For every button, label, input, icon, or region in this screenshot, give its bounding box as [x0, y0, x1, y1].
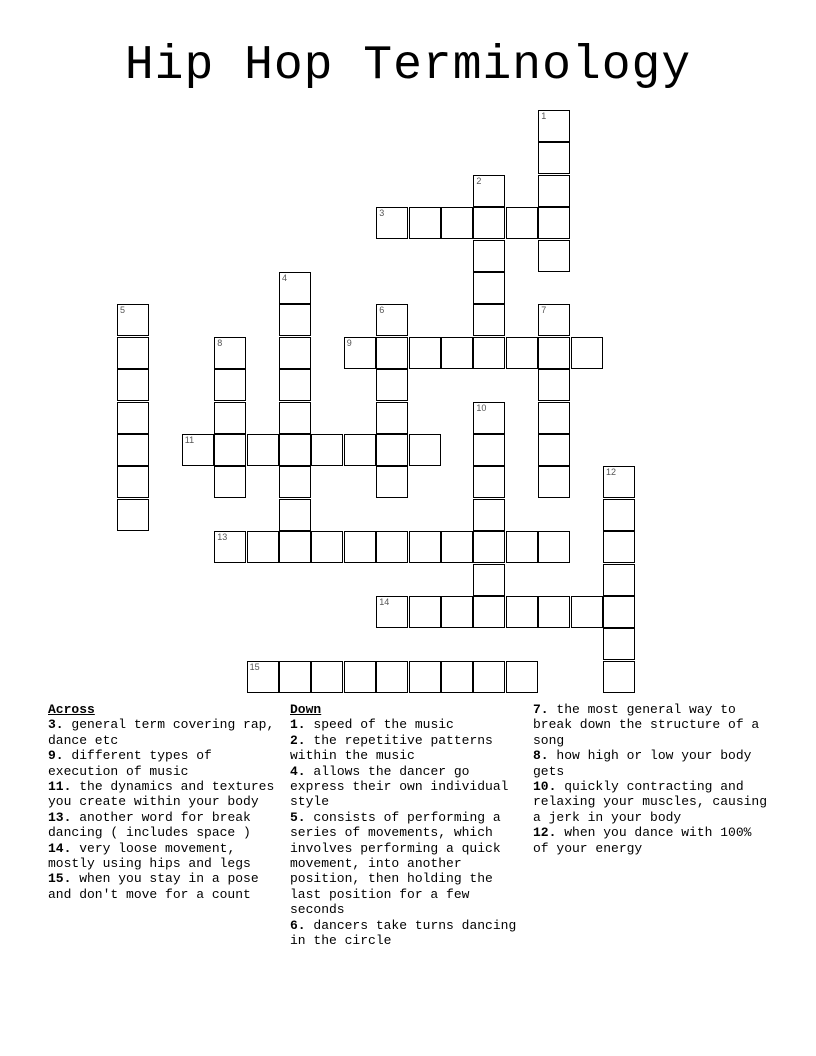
grid-cell[interactable] [117, 304, 149, 336]
clue-number: 2 [476, 175, 482, 186]
clue-text: allows the dancer go express their own individual style [290, 763, 509, 810]
grid-cell[interactable] [409, 531, 441, 563]
grid-cell[interactable] [538, 434, 570, 466]
clue-number: 8 [217, 337, 223, 348]
clue-num: 15. [48, 871, 72, 887]
grid-cell[interactable] [409, 596, 441, 628]
down-clues-continued [533, 702, 773, 856]
grid-cell[interactable] [603, 628, 635, 660]
grid-cell[interactable] [538, 110, 570, 142]
clue-num: 9. [48, 748, 64, 764]
grid-cell[interactable] [603, 499, 635, 531]
grid-cell[interactable] [473, 596, 505, 628]
grid-cell[interactable] [311, 661, 343, 693]
grid-cell[interactable] [473, 175, 505, 207]
grid-cell[interactable] [376, 207, 408, 239]
grid-cell[interactable] [473, 466, 505, 498]
grid-cell[interactable] [538, 466, 570, 498]
grid-cell[interactable] [247, 661, 279, 693]
clue-number: 14 [379, 597, 390, 607]
grid-cell[interactable] [376, 304, 408, 336]
grid-cell[interactable] [344, 531, 376, 563]
grid-cell[interactable] [538, 175, 570, 207]
grid-cell[interactable] [214, 337, 246, 369]
across-clue [48, 871, 280, 902]
grid-cell[interactable] [473, 304, 505, 336]
down-clue [290, 918, 522, 949]
grid-cell[interactable] [473, 531, 505, 563]
across-heading: Across [48, 702, 95, 717]
clue-number: 13 [217, 532, 228, 543]
puzzle-title: Hip Hop Terminology [124, 39, 692, 93]
grid-cell[interactable] [182, 434, 214, 466]
clue-number: 1 [541, 111, 547, 121]
grid-cell[interactable] [311, 531, 343, 563]
grid-cell[interactable] [279, 402, 311, 434]
grid-cell[interactable] [473, 499, 505, 531]
across-clues [48, 702, 280, 902]
across-clue [48, 779, 280, 810]
clue-number: 9 [346, 337, 352, 348]
clue-number: 11 [184, 435, 195, 445]
clue-text: quickly contracting and relaxing your muscles, causing a jerk in your body [533, 779, 768, 825]
grid-cell[interactable] [214, 369, 246, 401]
grid-cell[interactable] [473, 272, 505, 304]
clue-num: 2. [290, 732, 306, 748]
grid-cell[interactable] [473, 661, 505, 693]
grid-cell[interactable] [603, 564, 635, 596]
clue-number: 7 [541, 305, 547, 316]
grid-cell[interactable] [603, 596, 635, 628]
grid-cell[interactable] [571, 337, 603, 369]
grid-cell[interactable] [506, 661, 538, 693]
down-clue [290, 717, 522, 732]
grid-cell[interactable] [538, 240, 570, 272]
clue-num: 13. [48, 809, 72, 825]
clue-text: how high or low your body gets [533, 748, 752, 779]
grid-cell[interactable] [376, 596, 408, 628]
grid-cell[interactable] [538, 402, 570, 434]
clue-number: 10 [476, 402, 487, 413]
clue-number: 15 [249, 661, 260, 672]
down-clue [533, 825, 773, 856]
clue-text: very loose movement, mostly using hips and legs [48, 840, 251, 872]
grid-cell[interactable] [409, 337, 441, 369]
clue-num: 11. [48, 779, 72, 795]
grid-cell[interactable] [344, 337, 376, 369]
clue-num: 12. [533, 825, 557, 841]
grid-cell[interactable] [376, 402, 408, 434]
clue-num: 4. [290, 763, 306, 779]
grid-cell[interactable] [603, 466, 635, 498]
grid-cell[interactable] [376, 531, 408, 563]
grid-cell[interactable] [441, 207, 473, 239]
grid-cell[interactable] [376, 337, 408, 369]
clue-num: 10. [533, 779, 557, 795]
clue-number: 5 [120, 305, 126, 316]
grid-cell[interactable] [279, 434, 311, 466]
grid-cell[interactable] [311, 434, 343, 466]
clue-number: 12 [606, 467, 617, 478]
clue-text: another word for break dancing ( includes space ) [48, 809, 251, 841]
grid-cell[interactable] [247, 531, 279, 563]
across-clue [48, 841, 280, 872]
grid-cell[interactable] [473, 564, 505, 596]
clue-text: when you dance with 100% of your energy [533, 825, 752, 856]
grid-cell[interactable] [571, 596, 603, 628]
across-clue [48, 810, 280, 841]
grid-cell[interactable] [279, 337, 311, 369]
down-clue [290, 733, 522, 764]
clue-num: 3. [48, 717, 64, 733]
down-clue [290, 764, 522, 810]
grid-cell[interactable] [506, 531, 538, 563]
grid-cell[interactable] [279, 304, 311, 336]
grid-cell[interactable] [409, 661, 441, 693]
across-clue [48, 717, 280, 748]
grid-cell[interactable] [214, 466, 246, 498]
grid-cell[interactable] [279, 531, 311, 563]
clue-num: 6. [290, 917, 306, 933]
grid-cell[interactable] [214, 402, 246, 434]
grid-cell[interactable] [376, 434, 408, 466]
clue-text: general term covering rap, dance etc [48, 717, 275, 748]
grid-cell[interactable] [538, 207, 570, 239]
across-clue [48, 748, 280, 779]
clue-num: 5. [290, 809, 306, 825]
grid-cell[interactable] [538, 337, 570, 369]
clue-text: the repetitive patterns within the music [290, 732, 493, 764]
clue-num: 1. [290, 717, 306, 733]
clue-text: speed of the music [313, 717, 454, 733]
grid-cell[interactable] [279, 466, 311, 498]
clue-text: the dynamics and textures you create within your body [48, 779, 275, 810]
grid-cell[interactable] [279, 272, 311, 304]
grid-cell[interactable] [117, 337, 149, 369]
clue-num: 8. [533, 748, 549, 764]
down-clue [533, 702, 773, 748]
grid-cell[interactable] [117, 402, 149, 434]
clue-num: 14. [48, 840, 72, 856]
grid-cell[interactable] [473, 207, 505, 239]
clue-text: when you stay in a pose and don't move for a count [48, 871, 259, 902]
down-clue [290, 810, 522, 918]
clue-text: different types of execution of music [48, 748, 212, 779]
down-heading: Down [290, 702, 322, 717]
grid-cell[interactable] [247, 434, 279, 466]
down-clue [533, 779, 773, 825]
grid-cell[interactable] [409, 207, 441, 239]
clue-text: consists of performing a series of movements, which involves performing a quick movement, into another position, then holding the last position for a few seconds [290, 809, 501, 918]
grid-cell[interactable] [603, 661, 635, 693]
grid-cell[interactable] [538, 596, 570, 628]
grid-cell[interactable] [473, 337, 505, 369]
grid-cell[interactable] [473, 402, 505, 434]
grid-cell[interactable] [214, 531, 246, 563]
grid-cell[interactable] [441, 337, 473, 369]
grid-cell[interactable] [473, 240, 505, 272]
down-clue [533, 748, 773, 779]
clue-text: the most general way to break down the structure of a song [533, 702, 760, 748]
grid-cell[interactable] [279, 499, 311, 531]
grid-cell[interactable] [117, 434, 149, 466]
grid-cell[interactable] [117, 499, 149, 531]
grid-cell[interactable] [441, 596, 473, 628]
grid-cell[interactable] [214, 434, 246, 466]
grid-cell[interactable] [279, 369, 311, 401]
grid-cell[interactable] [473, 434, 505, 466]
clue-text: dancers take turns dancing in the circle [290, 917, 517, 949]
grid-cell[interactable] [506, 207, 538, 239]
grid-cell[interactable] [409, 434, 441, 466]
grid-cell[interactable] [376, 661, 408, 693]
clue-number: 3 [379, 208, 385, 219]
clue-number: 6 [379, 305, 385, 316]
grid-cell[interactable] [506, 596, 538, 628]
grid-cell[interactable] [538, 369, 570, 401]
grid-cell[interactable] [538, 142, 570, 174]
grid-cell[interactable] [117, 369, 149, 401]
grid-cell[interactable] [117, 466, 149, 498]
clue-number: 4 [282, 273, 288, 283]
grid-cell[interactable] [344, 434, 376, 466]
grid-cell[interactable] [441, 661, 473, 693]
grid-cell[interactable] [279, 661, 311, 693]
grid-cell[interactable] [506, 337, 538, 369]
clue-num: 7. [533, 702, 549, 717]
grid-cell[interactable] [376, 369, 408, 401]
grid-cell[interactable] [344, 661, 376, 693]
grid-cell[interactable] [603, 531, 635, 563]
grid-cell[interactable] [538, 304, 570, 336]
grid-cell[interactable] [441, 531, 473, 563]
grid-cell[interactable] [538, 531, 570, 563]
down-clues [290, 702, 522, 949]
grid-cell[interactable] [376, 466, 408, 498]
